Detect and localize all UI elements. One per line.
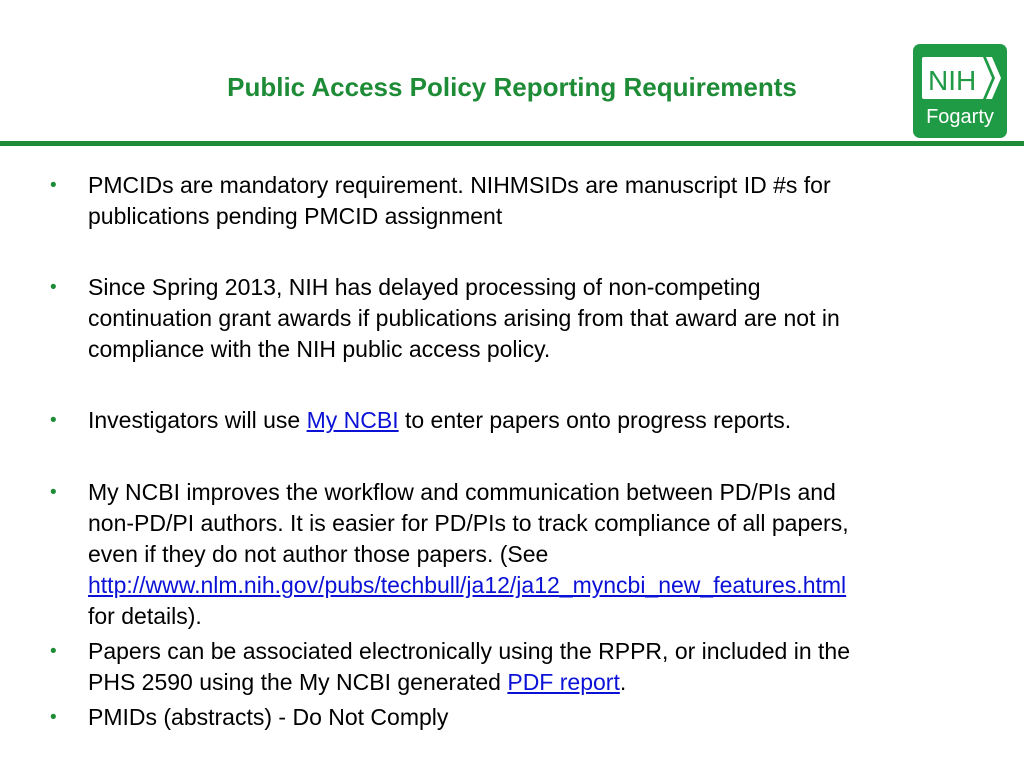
bullet-text-line: publications pending PMCID assignment: [88, 203, 503, 229]
bullet-item: [50, 405, 958, 436]
bullet-item: [50, 702, 958, 733]
bullet-dot: •: [50, 277, 57, 298]
bullet-text-line: PMCIDs are mandatory requirement. NIHMSIDs are manuscript ID #s for: [88, 172, 831, 198]
logo-top-text: NIH: [928, 65, 977, 96]
bullet-dot: •: [50, 707, 57, 728]
bullet-text-line: even if they do not author those papers. (See: [88, 541, 549, 567]
text-segment: .: [619, 669, 627, 695]
bullet-text-line: [88, 570, 958, 601]
bullet-text-line: compliance with the NIH public access policy.: [88, 336, 551, 362]
text-segment: Investigators will use: [88, 407, 307, 433]
bullet-dot: •: [50, 410, 57, 431]
techbull-link[interactable]: http://www.nlm.nih.gov/pubs/techbull/ja12/ja12_myncbi_new_features.html: [88, 572, 847, 598]
bullet-text-line: Papers can be associated electronically using the RPPR, or included in the: [88, 638, 850, 664]
bullet-text-line: for details).: [88, 603, 202, 629]
bullet-dot: •: [50, 641, 57, 662]
slide-title: Public Access Policy Reporting Requirements: [227, 72, 797, 102]
bullet-dot: •: [50, 482, 57, 503]
title-divider: [0, 141, 1024, 146]
bullet-text-line: [88, 667, 958, 698]
bullet-text-line: PMIDs (abstracts) - Do Not Comply: [88, 704, 449, 730]
nih-fogarty-logo: [913, 44, 1007, 138]
my-ncbi-link[interactable]: My NCBI: [306, 407, 399, 433]
bullet-item: [50, 477, 958, 632]
bullet-item: [50, 272, 958, 365]
bullet-text-line: [88, 405, 958, 436]
bullet-text-line: Since Spring 2013, NIH has delayed processing of non-competing: [88, 274, 761, 300]
bullet-dot: •: [50, 175, 57, 196]
text-segment: to enter papers onto progress reports.: [398, 407, 792, 433]
bullet-text-line: My NCBI improves the workflow and communication between PD/PIs and: [88, 479, 836, 505]
text-segment: PHS 2590 using the My NCBI generated: [88, 669, 508, 695]
bullet-item: [50, 170, 958, 232]
bullet-item: [50, 636, 958, 698]
bullet-text-line: continuation grant awards if publications arising from that award are not in: [88, 305, 840, 331]
bullet-text-line: non-PD/PI authors. It is easier for PD/PIs to track compliance of all papers,: [88, 510, 849, 536]
pdf-report-link[interactable]: PDF report: [507, 669, 620, 695]
logo-bottom-text: Fogarty: [926, 106, 994, 128]
